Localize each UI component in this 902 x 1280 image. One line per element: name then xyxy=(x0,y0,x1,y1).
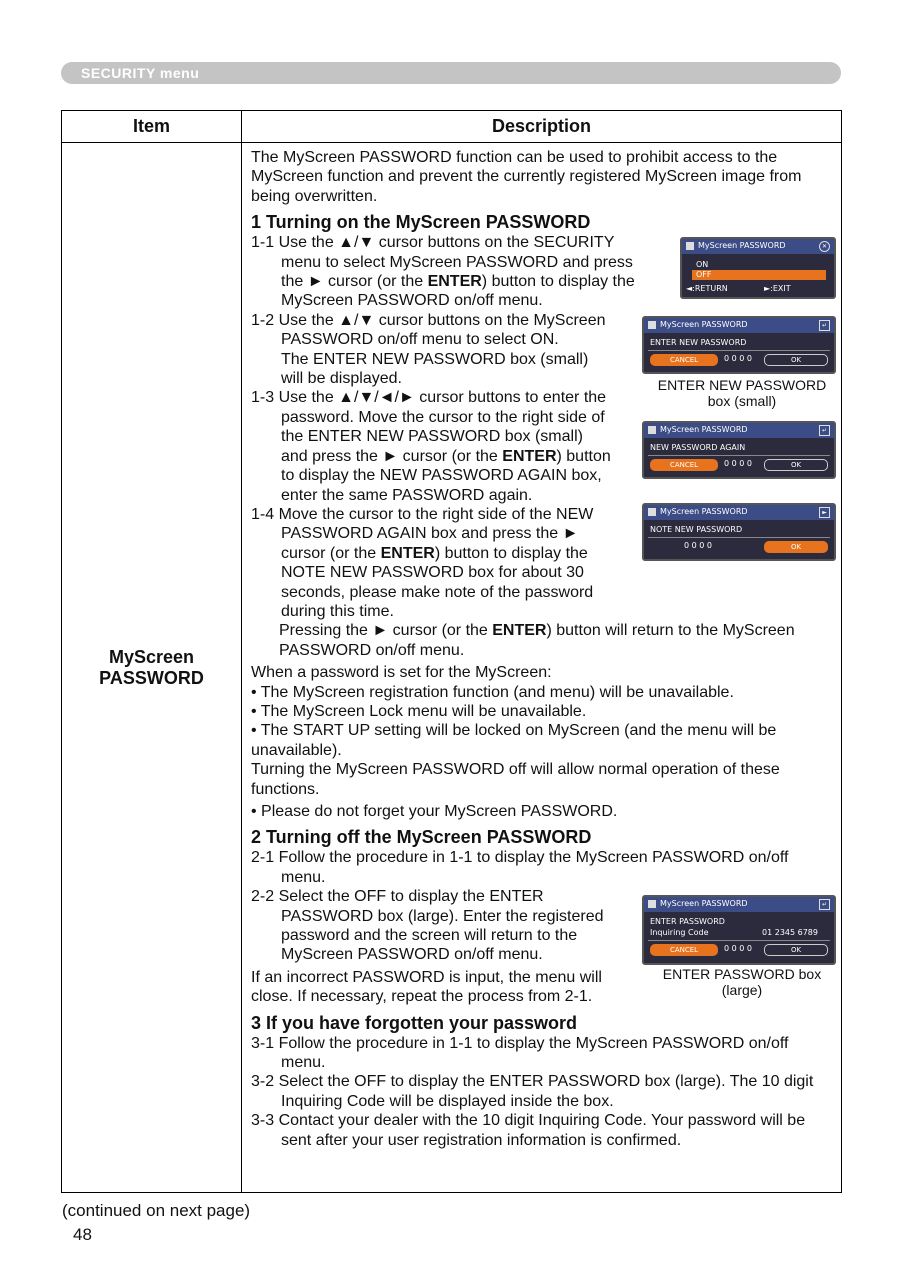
step-1-4-note: Pressing the ► cursor (or the ENTER) button will return to the MyScreen PASSWORD on/off menu. xyxy=(279,622,795,659)
step-3-1: 3-1 Follow the procedure in 1-1 to display the MyScreen PASSWORD on/off menu. xyxy=(251,1034,789,1072)
col-header-item: Item xyxy=(62,111,242,143)
continued-note: (continued on next page) xyxy=(62,1201,251,1220)
step-1-3: 1-3 Use the ▲/▼/◄/► cursor buttons to enter the password. Move the cursor to the right side of the ENTER NEW PASSWORD box (small) and press the ► cursor (or the ENTER) button to display the NEW PASSWORD AGAIN box, enter the same PASSWORD again. xyxy=(251,389,611,504)
when-bullet-1: • The MyScreen registration function (and menu) will be unavailable. xyxy=(251,683,734,701)
when-lead: When a password is set for the MyScreen: xyxy=(251,664,552,682)
section1-title: 1 Turning on the MyScreen PASSWORD xyxy=(251,212,591,233)
step-3-3: 3-3 Contact your dealer with the 10 digit Inquiring Code. Your password will be sent after your user registration information is confirmed. xyxy=(251,1112,806,1149)
item-label-line1: MyScreen xyxy=(108,646,195,667)
lock-icon xyxy=(648,321,656,329)
when-off-text: Turning the MyScreen PASSWORD off will allow normal operation of these functions. xyxy=(251,761,780,798)
col-header-description: Description xyxy=(242,111,842,143)
lock-icon xyxy=(648,426,656,434)
section-banner xyxy=(61,62,841,84)
step-2-2: 2-2 Select the OFF to display the ENTER PASSWORD box (large). Enter the registered password and the screen will return to the MyScreen PASSWORD on/off menu. xyxy=(251,888,604,964)
return-icon: ↵ xyxy=(819,425,830,436)
table-row xyxy=(62,143,842,1193)
step-1-2-note: The ENTER NEW PASSWORD box (small) will be displayed. xyxy=(281,350,589,388)
step-1-1: 1-1 Use the ▲/▼ cursor buttons on the SECURITY menu to select MyScreen PASSWORD and press the ► cursor (or the ENTER) button to display the MyScreen PASSWORD on/off menu. xyxy=(251,234,635,310)
caption-large-box: ENTER PASSWORD box (large) xyxy=(662,966,822,998)
banner-title: SECURITY menu xyxy=(81,65,200,81)
right-arrow-icon: ► xyxy=(764,284,771,293)
table-header-row xyxy=(62,111,842,143)
section2-title: 2 Turning off the MyScreen PASSWORD xyxy=(251,827,592,848)
caption-small-box: ENTER NEW PASSWORD box (small) xyxy=(657,377,827,409)
play-icon: ► xyxy=(819,507,830,518)
item-cell xyxy=(62,143,242,1193)
left-arrow-icon: ◄ xyxy=(686,284,693,293)
close-icon: ✕ xyxy=(819,241,830,252)
osd-new-password-again: MyScreen PASSWORD ↵ NEW PASSWORD AGAIN CANCEL 0 0 0 0 OK xyxy=(642,421,836,479)
lock-icon xyxy=(648,900,656,908)
osd-enter-password-large: MyScreen PASSWORD ↵ ENTER PASSWORD Inquiring Code 01 2345 6789 CANCEL 0 0 0 0 OK xyxy=(642,895,836,965)
osd-note-new-password: MyScreen PASSWORD ► NOTE NEW PASSWORD 0 0 0 0 OK xyxy=(642,503,836,561)
when-bullet-3: • The START UP setting will be locked on MyScreen (and the menu will be unavailable). xyxy=(251,722,777,759)
osd-enter-new-password: MyScreen PASSWORD ↵ ENTER NEW PASSWORD CANCEL 0 0 0 0 OK xyxy=(642,316,836,374)
return-icon: ↵ xyxy=(819,899,830,910)
when-note: • Please do not forget your MyScreen PASSWORD. xyxy=(251,803,618,820)
return-hint: ◄:RETURN xyxy=(686,284,728,293)
exit-hint: ►:EXIT xyxy=(764,284,791,293)
item-label-line2: PASSWORD xyxy=(99,667,204,688)
description-cell xyxy=(242,143,842,1193)
intro-text: The MyScreen PASSWORD function can be used to prohibit access to the MyScreen function and prevent the currently registered MyScreen image from being overwritten. xyxy=(251,149,802,205)
lock-icon xyxy=(648,508,656,516)
step-1-2: 1-2 Use the ▲/▼ cursor buttons on the MyScreen PASSWORD on/off menu to select ON. xyxy=(251,311,606,349)
step-1-4: 1-4 Move the cursor to the right side of the NEW PASSWORD AGAIN box and press the ► cursor (or the ENTER) button to display the NOTE NEW PASSWORD box for about 30 seconds, please make note of the password during this time. xyxy=(251,505,594,620)
lock-icon xyxy=(686,242,694,250)
return-icon: ↵ xyxy=(819,320,830,331)
when-bullet-2: • The MyScreen Lock menu will be unavailable. xyxy=(251,702,587,720)
step-2-1: 2-1 Follow the procedure in 1-1 to display the MyScreen PASSWORD on/off menu. xyxy=(251,849,789,886)
step-3-2: 3-2 Select the OFF to display the ENTER PASSWORD box (large). The 10 digit Inquiring Code will be displayed inside the box. xyxy=(251,1073,814,1110)
section3-title: 3 If you have forgotten your password xyxy=(251,1012,578,1033)
osd-onoff-menu: MyScreen PASSWORD ✕ ON OFF ◄:RETURN ►:EXIT xyxy=(680,237,836,299)
page-number: 48 xyxy=(73,1225,92,1244)
incorrect-note: If an incorrect PASSWORD is input, the menu will close. If necessary, repeat the process from 2-1. xyxy=(251,968,602,1006)
